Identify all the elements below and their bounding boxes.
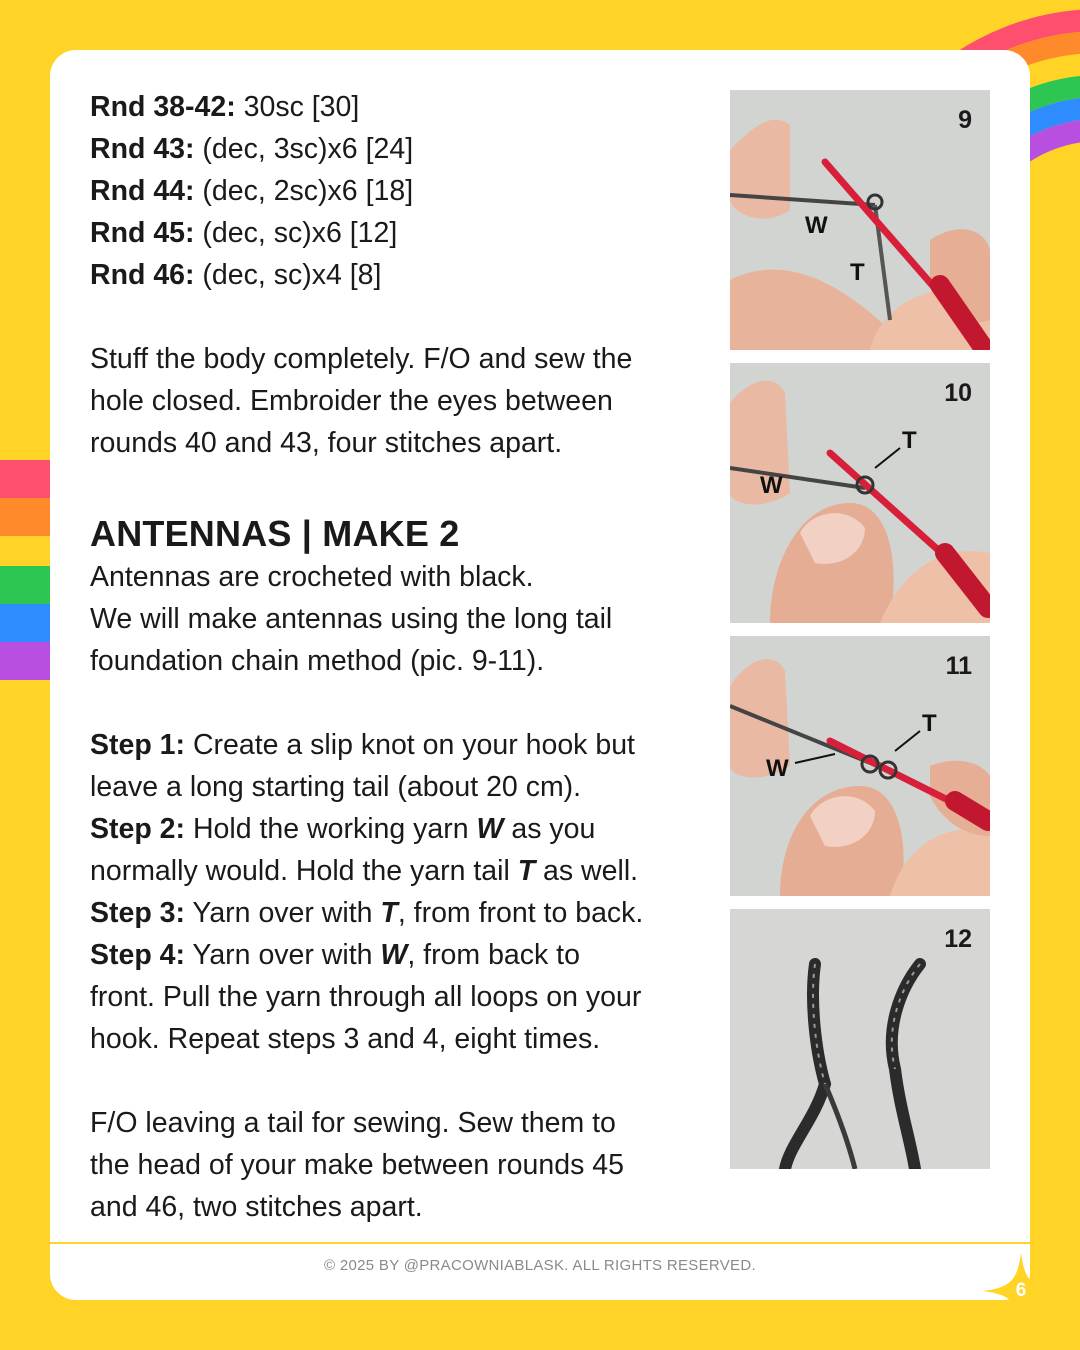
label-t: T [922, 710, 937, 737]
step-4: Step 4: Yarn over with W, from back to [90, 939, 580, 971]
photo-step-9 [730, 90, 990, 350]
pattern-text [90, 86, 700, 1228]
rounds-list [90, 86, 700, 296]
step-1: Step 1: Create a slip knot on your hook but [90, 729, 635, 761]
stuff-paragraph: Stuff the body completely. F/O and sew the hole closed. Embroider the eyes between rounds 40 and 43, four stitches apart. [90, 343, 633, 459]
photo-number: 9 [958, 106, 972, 134]
antennas-intro: Antennas are crocheted with black. We will make antennas using the long tail foundation chain method (pic. 9-11). [90, 561, 613, 677]
round-line: Rnd 46: (dec, sc)x4 [8] [90, 259, 382, 291]
photo-number: 10 [944, 379, 972, 407]
photo-step-11 [730, 636, 990, 896]
steps-list: Step 1: Create a slip knot on your hook but leave a long starting tail (about 20 cm). Step 2: Hold the working yarn W as you normally would. Hold the yarn tail T as well. Step 3: Yarn over with T, from front to back. Step 4: Yarn over with W, from back to front. Pull the yarn through all loops on your hook. Repeat steps 3 and 4, eight times. [90, 724, 700, 1060]
step-3: Step 3: Yarn over with T, from front to back. [90, 897, 644, 929]
section-heading-antennas: ANTENNAS | MAKE 2 [90, 513, 460, 554]
label-w: W [760, 472, 783, 499]
label-w: W [766, 755, 789, 782]
label-t: T [902, 427, 917, 454]
photo-step-12 [730, 909, 990, 1169]
photo-step-10 [730, 363, 990, 623]
round-line: Rnd 44: (dec, 2sc)x6 [18] [90, 175, 414, 207]
photo-column [730, 90, 990, 1182]
footer-divider [50, 1242, 1030, 1244]
round-line: Rnd 38-42: 30sc [30] [90, 91, 360, 123]
page-number: 6 [1015, 1280, 1027, 1301]
photo-number: 11 [945, 652, 972, 680]
round-line: Rnd 43: (dec, 3sc)x6 [24] [90, 133, 414, 165]
label-w: W [805, 212, 828, 239]
page-card [50, 50, 1030, 1300]
crochet-photo-9-illustration [730, 90, 990, 350]
round-line: Rnd 45: (dec, sc)x6 [12] [90, 217, 398, 249]
step-2: Step 2: Hold the working yarn W as you [90, 813, 596, 845]
photo-number: 12 [944, 925, 972, 953]
final-paragraph: F/O leaving a tail for sewing. Sew them to the head of your make between rounds 45 and 46, two stitches apart. [90, 1107, 624, 1223]
footer-copyright: © 2025 BY @PRACOWNIABLASK. ALL RIGHTS RESERVED. [324, 1257, 756, 1274]
label-t: T [850, 259, 865, 286]
page-number-badge [982, 1252, 1060, 1330]
